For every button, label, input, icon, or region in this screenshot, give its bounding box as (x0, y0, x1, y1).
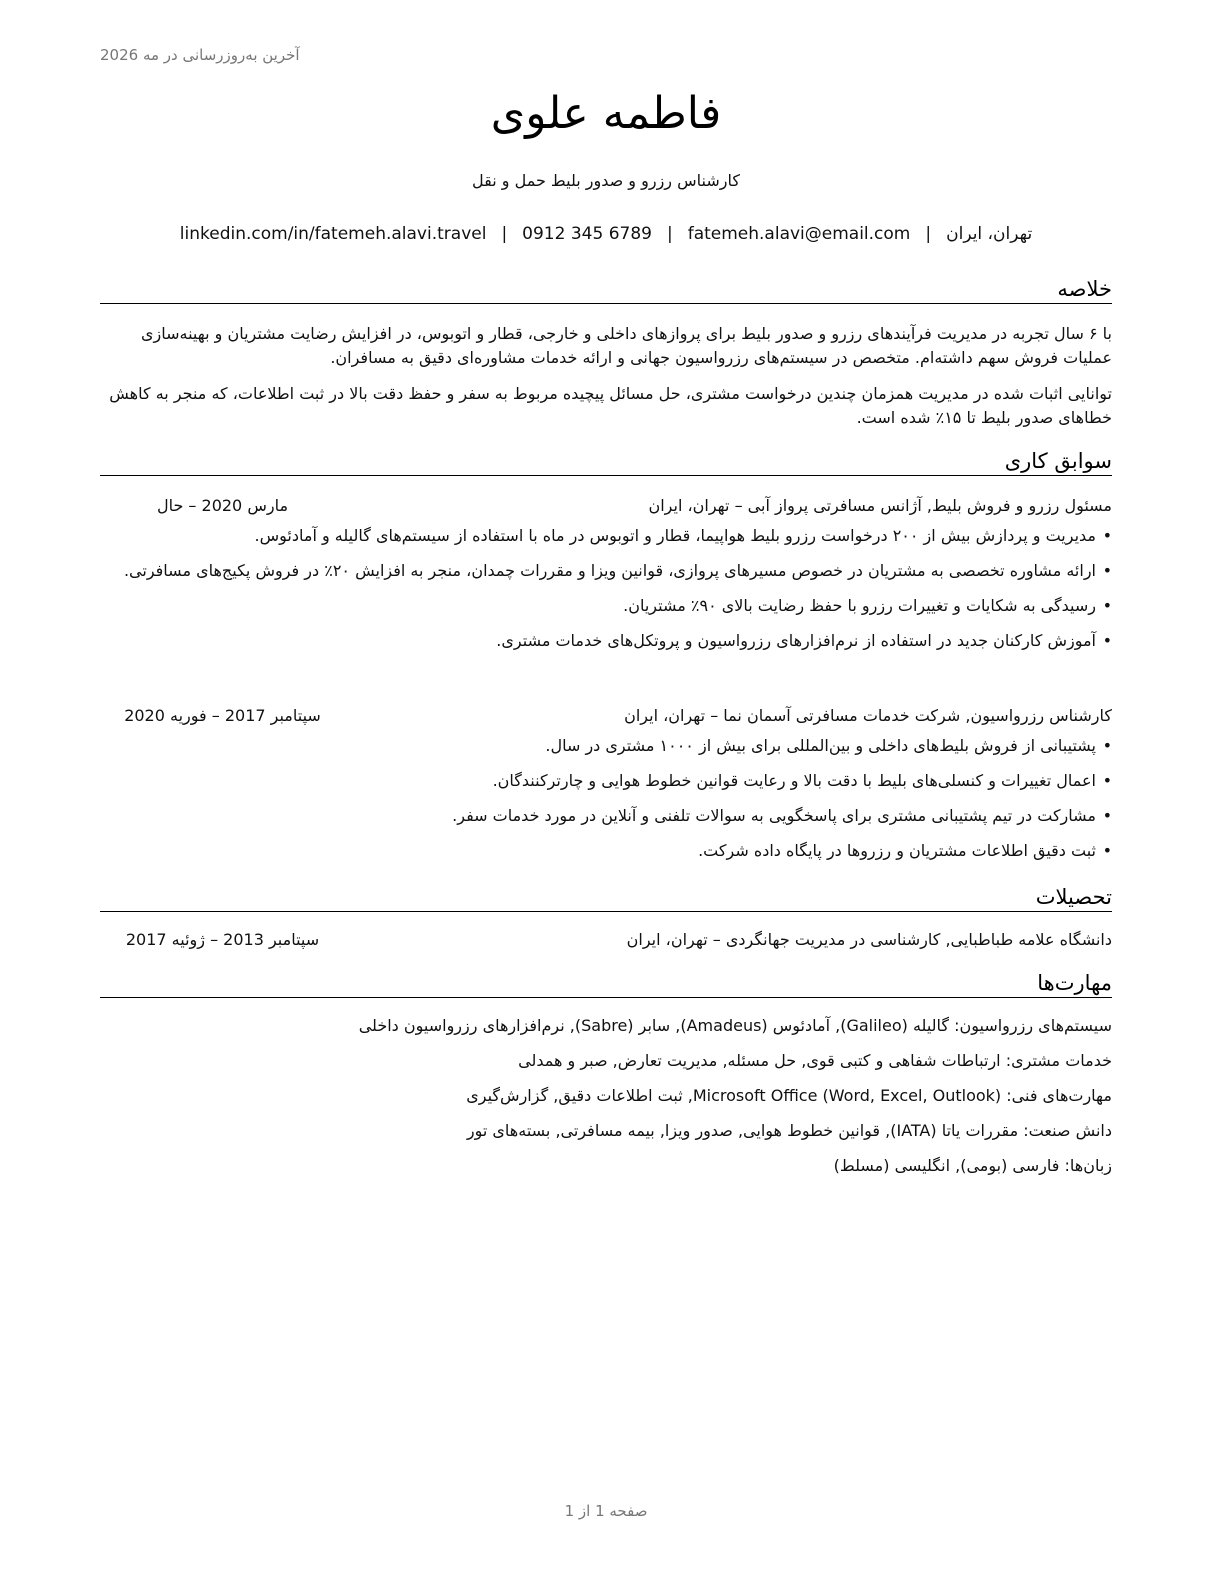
page-number: صفحه 1 از 1 (564, 1502, 648, 1520)
contact-separator: | (501, 224, 508, 244)
skill-line: سیستم‌های رزرواسیون: گالیله (Galileo), آمادئوس (Amadeus), سابر (Sabre), نرم‌افزارهای رزرواسیون داخلی (358, 1016, 1112, 1035)
skill-line: دانش صنعت: مقررات یاتا (IATA), قوانین خطوط هوایی, صدور ویزا, بیمه مسافرتی, بسته‌های تور (466, 1121, 1112, 1140)
last-updated: آخرین به‌روزرسانی در مه 2026 (100, 46, 300, 64)
contact-email[interactable]: fatemeh.alavi@email.com (687, 224, 911, 244)
education-institution: دانشگاه علامه طباطبایی, کارشناسی در مدیریت جهانگردی – تهران، ایران (626, 930, 1112, 949)
resume-page (100, 0, 1112, 1584)
contact-separator: | (666, 224, 673, 244)
job-bullet: • ارائه مشاوره تخصصی به مشتریان در خصوص مسیرهای پروازی، قوانین ویزا و مقررات چمدان، منجر به افزایش ۲۰٪ در فروش پکیج‌های مسافرتی. (100, 559, 1112, 583)
job-role: مسئول رزرو و فروش بلیط, آژانس مسافرتی پرواز آبی – تهران، ایران (648, 496, 1112, 515)
contact-separator: | (925, 224, 932, 244)
contact-phone: 0912 345 6789 (522, 224, 652, 244)
job-bullets (100, 734, 1112, 874)
summary-paragraph: توانایی اثبات شده در مدیریت همزمان چندین درخواست مشتری، حل مسائل پیچیده مربوط به سفر و حفظ دقت بالا در ثبت اطلاعات، که منجر به کاهش خطاهای صدور بلیط تا ۱۵٪ شده است. (109, 384, 1112, 427)
candidate-name: فاطمه علوی (490, 88, 722, 139)
job-bullet: • پشتیبانی از فروش بلیط‌های داخلی و بین‌المللی برای بیش از ۱۰۰۰ مشتری در سال. (100, 734, 1112, 758)
job-bullet: • ثبت دقیق اطلاعات مشتریان و رزروها در پایگاه داده شرکت. (100, 839, 1112, 863)
skill-line: مهارت‌های فنی: Microsoft Office (Word, Excel, Outlook), ثبت اطلاعات دقیق, گزارش‌گیری (466, 1086, 1112, 1105)
contact-linkedin[interactable]: linkedin.com/in/fatemeh.alavi.travel (179, 224, 487, 244)
skill-line: خدمات مشتری: ارتباطات شفاهی و کتبی قوی, حل مسئله, مدیریت تعارض, صبر و همدلی (518, 1051, 1112, 1070)
job-bullet: • آموزش کارکنان جدید در استفاده از نرم‌افزارهای رزرواسیون و پروتکل‌های خدمات مشتری. (100, 629, 1112, 653)
education-heading: تحصیلات (100, 884, 1112, 912)
education-entry (100, 928, 1112, 952)
job-title: کارشناس رزرو و صدور بلیط حمل و نقل (472, 171, 740, 190)
summary-heading: خلاصه (100, 276, 1112, 304)
experience-heading: سوابق کاری (100, 448, 1112, 476)
job-dates: سپتامبر 2017 – فوریه 2020 (124, 706, 321, 725)
job-role: کارشناس رزرواسیون, شرکت خدمات مسافرتی آسمان نما – تهران، ایران (624, 706, 1112, 725)
job-bullets (100, 524, 1112, 664)
job-bullet: • مشارکت در تیم پشتیبانی مشتری برای پاسخگویی به سوالات تلفنی و آنلاین در مورد خدمات سفر. (100, 804, 1112, 828)
job-bullet: • مدیریت و پردازش بیش از ۲۰۰ درخواست رزرو بلیط هواپیما، قطار و اتوبوس در ماه با استفاده از سیستم‌های گالیله و آمادئوس. (100, 524, 1112, 548)
contact-line (100, 224, 1112, 244)
job-dates: مارس 2020 – حال (156, 496, 289, 515)
education-dates: سپتامبر 2013 – ژوئیه 2017 (125, 930, 320, 949)
job-bullet: • رسیدگی به شکایات و تغییرات رزرو با حفظ رضایت بالای ۹۰٪ مشتریان. (100, 594, 1112, 618)
skill-line: زبان‌ها: فارسی (بومی), انگلیسی (مسلط) (833, 1156, 1112, 1175)
summary-paragraph: با ۶ سال تجربه در مدیریت فرآیندهای رزرو و صدور بلیط برای پروازهای داخلی و خارجی، قطار و اتوبوس، در افزایش رضایت مشتریان و بهینه‌سازی عملیات فروش سهم داشته‌ام. متخصص در سیستم‌های رزرواسیون جهانی و ارائه خدمات مشاوره‌ای دقیق به مسافران. (140, 324, 1112, 367)
job-header (100, 704, 1112, 728)
contact-location: تهران، ایران (946, 224, 1033, 244)
job-bullet: • اعمال تغییرات و کنسلی‌های بلیط با دقت بالا و رعایت قوانین خطوط هوایی و چارترکنندگان. (100, 769, 1112, 793)
job-header (100, 494, 1112, 518)
skills-heading: مهارت‌ها (100, 970, 1112, 998)
